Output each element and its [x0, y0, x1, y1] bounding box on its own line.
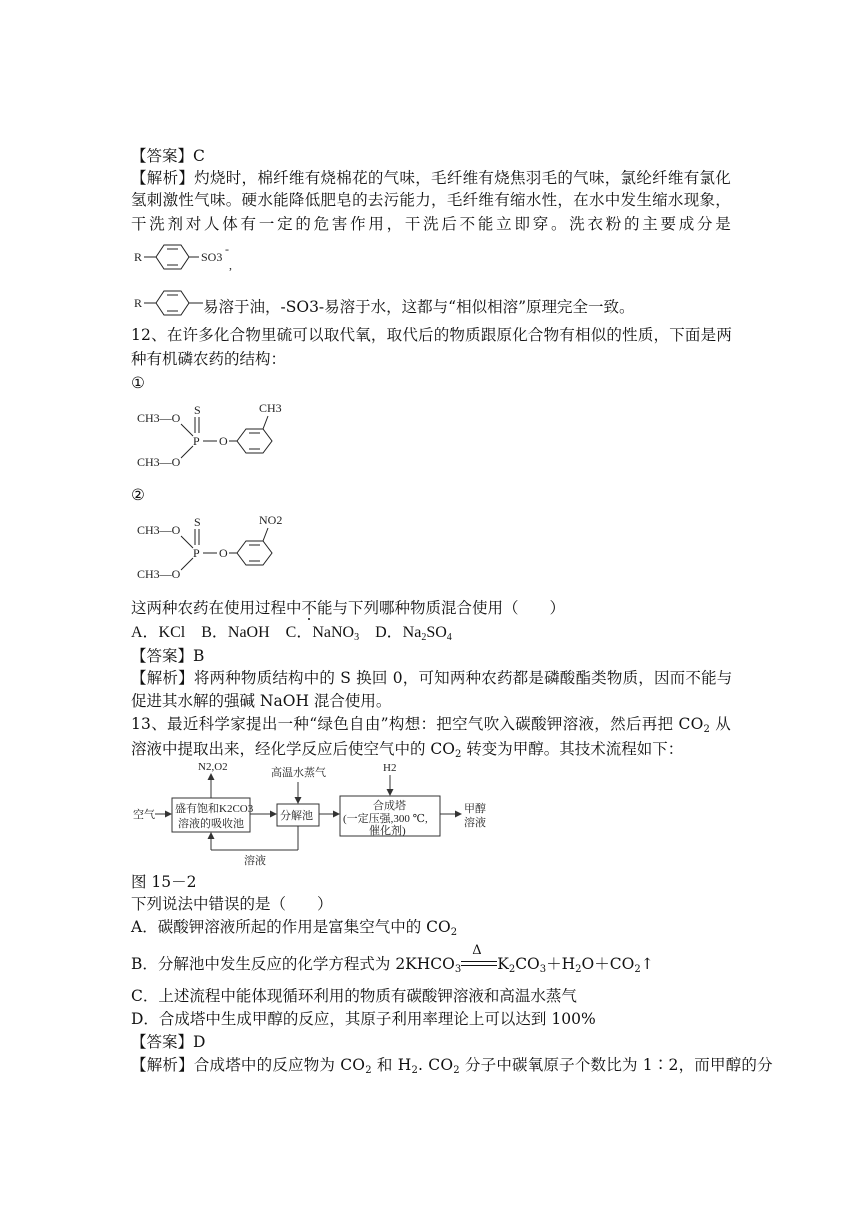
heat-condition: Δ	[472, 943, 482, 958]
svg-text:R: R	[134, 296, 143, 310]
q12-analysis-line-2: 促进其水解的强碱 NaOH 混合使用。	[131, 692, 392, 710]
svg-text:分解池: 分解池	[280, 810, 313, 822]
q13-option-a: A．碳酸钾溶液所起的作用是富集空气中的 $CO_2$	[131, 918, 458, 938]
svg-text:SO3: SO3	[201, 250, 223, 264]
q11-analysis-line-2: 氢刺激性气味。硬水能降低肥皂的去污能力，毛纤维有缩水性，在水中发生缩水现象，	[131, 191, 731, 209]
svg-text:溶液的吸收池: 溶液的吸收池	[178, 818, 244, 830]
q13-option-d: D．合成塔中生成甲醇的反应，其原子利用率理论上可以达到 100%	[131, 1010, 596, 1028]
svg-text:CH3—O: CH3—O	[137, 411, 181, 425]
q13-ask: 下列说法中错误的是（ ）	[131, 895, 333, 913]
svg-text:-: -	[225, 242, 229, 256]
svg-text:CH3—O: CH3—O	[137, 455, 181, 469]
q13-stem-line-1: 13、最近科学家提出一种“绿色自由”构想：把空气吹入碳酸钾溶液，然后再把 $CO_2$ 从	[131, 715, 732, 735]
q12-mark-2: ②	[131, 486, 145, 504]
answer-label: 【答案】	[131, 147, 194, 165]
q12-options: A．KCl B．NaOH C．NaNO$_3$ D．$Na_2SO_4$	[131, 624, 452, 643]
process-flow-diagram	[131, 760, 511, 870]
svg-text:甲醇: 甲醇	[464, 803, 486, 815]
svg-text:P: P	[193, 434, 200, 448]
q12-stem-line-1: 12、在许多化合物里硫可以取代氧，取代后的物质跟原化合物有相似的性质，下面是两	[131, 326, 733, 344]
svg-text:R: R	[134, 250, 143, 264]
svg-text:,: ,	[229, 258, 232, 272]
q12-mark-1: ①	[131, 374, 145, 392]
svg-text:O: O	[219, 546, 228, 560]
svg-text:S: S	[194, 515, 201, 529]
q12-analysis-line-1: 【解析】将两种物质结构中的 S 换回 0，可知两种农药都是磷酸酯类物质，因而不能与	[131, 669, 733, 687]
q11-answer	[131, 145, 205, 167]
svg-text:合成塔: 合成塔	[373, 800, 406, 812]
svg-text:(一定压强,300 ℃,: (一定压强,300 ℃,	[343, 813, 428, 825]
structure-r-benzene	[131, 285, 206, 321]
analysis-label: 【解析】	[131, 169, 195, 187]
structure-pesticide-2	[131, 508, 301, 588]
svg-text:CH3: CH3	[259, 401, 282, 415]
emphasis-dot-text: 不	[301, 599, 318, 617]
q13-answer: 【答案】D	[131, 1033, 206, 1051]
svg-text:CH3—O: CH3—O	[137, 567, 181, 581]
structure-r-benzene-so3	[131, 234, 241, 274]
q13-analysis-line-1: 【解析】合成塔中的反应物为 $CO_2$ 和 $H_2$. $CO_2$ 分子中碳氧原子个数比为 1∶2，而甲醇的分	[131, 1056, 773, 1076]
q12-answer: 【答案】B	[131, 647, 205, 665]
svg-text:CH3—O: CH3—O	[137, 523, 181, 537]
q13-option-b: B．分解池中发生反应的化学方程式为 $2KHCO_3$ Δ $K_2CO_3+H_2O+CO_2↑$	[131, 953, 654, 975]
svg-text:催化剂): 催化剂)	[369, 825, 406, 837]
svg-text:溶液: 溶液	[464, 817, 486, 829]
figure-caption: 图 15－2	[131, 873, 197, 891]
svg-text:O: O	[219, 434, 228, 448]
q13-stem-line-2: 溶液中提取出来，经化学反应后使空气中的 $CO_2$ 转变为甲醇。其技术流程如下：	[131, 740, 684, 760]
svg-text:N2,O2: N2,O2	[198, 761, 228, 773]
svg-text:盛有饱和K2CO3: 盛有饱和K2CO3	[175, 803, 254, 815]
q12-stem-line-2: 种有机磷农药的结构：	[131, 350, 287, 368]
svg-text:空气: 空气	[133, 809, 155, 821]
q13-option-c: C．上述流程中能体现循环利用的物质有碳酸钾溶液和高温水蒸气	[131, 987, 577, 1005]
q11-analysis-line-4: 易溶于油，-SO3-易溶于水，这都与“相似相溶”原理完全一致。	[203, 298, 635, 316]
q11-analysis-line-3: 干洗剂对人体有一定的危害作用，干洗后不能立即穿。洗衣粉的主要成分是	[131, 215, 731, 233]
answer-value: C	[193, 147, 205, 165]
q12-question: 这两种农药在使用过程中不能与下列哪种物质混合使用（ ）	[131, 599, 566, 617]
svg-text:H2: H2	[383, 762, 397, 774]
structure-pesticide-1	[131, 396, 301, 476]
svg-text:溶液: 溶液	[244, 855, 266, 867]
svg-text:P: P	[193, 546, 200, 560]
q11-analysis-line-1: 【解析】灼烧时，棉纤维有烧棉花的气味，毛纤维有烧焦羽毛的气味，氯纶纤维有氯化	[131, 169, 731, 187]
svg-text:高温水蒸气: 高温水蒸气	[271, 767, 326, 779]
svg-text:S: S	[194, 403, 201, 417]
svg-text:NO2: NO2	[259, 513, 283, 527]
